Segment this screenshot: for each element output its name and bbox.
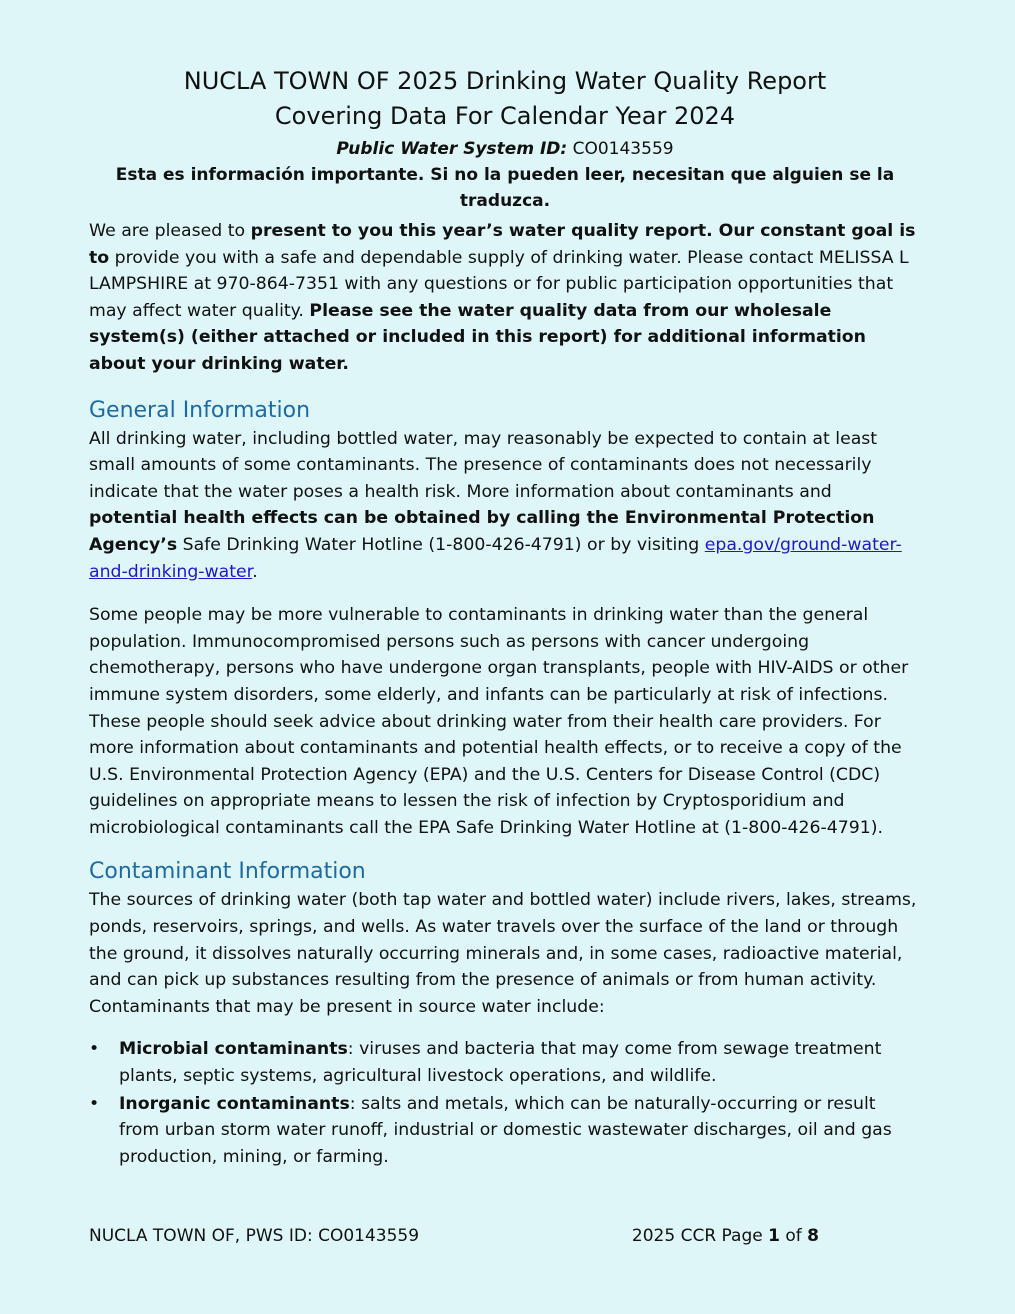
intro-bold-1: present to you this year’s water quality report. Our constant goal is to	[89, 221, 916, 268]
contaminant-list	[89, 1036, 921, 1170]
general-p1-bold: potential health effects can be obtained by calling the Environmental Protection Agency’s	[89, 508, 875, 555]
general-paragraph-2: Some people may be more vulnerable to contaminants in drinking water than the general population. Immunocompromised persons such as persons with cancer undergoing chemotherapy, persons who have undergone organ transplants, people with HIV-AIDS or other immune system disorders, some elderly, and infants can be particularly at risk of infections. These people should seek advice about drinking water from their health care providers. For more information about contaminants and potential health effects, or to receive a copy of the U.S. Environmental Protection Agency (EPA) and the U.S. Centers for Disease Control (CDC) guidelines on appropriate means to lessen the risk of infection by Cryptosporidium and microbiological contaminants call the EPA Safe Drinking Water Hotline at (1-800-426-4791).	[89, 605, 909, 838]
title-line-2: Covering Data For Calendar Year 2024	[274, 102, 736, 130]
list-item	[89, 1091, 921, 1171]
list-item	[89, 1036, 921, 1089]
bullet-marker: •	[89, 1039, 100, 1060]
contaminant-information-heading: Contaminant Information	[89, 859, 366, 885]
footer-page-of: of	[779, 1226, 808, 1246]
bullet-text: : salts and metals, which can be naturally-occurring or result from urban storm water runoff, industrial or domestic wastewater discharges, oil and gas production, mining, or farming.	[119, 1093, 892, 1167]
report-title	[89, 64, 921, 134]
general-p1-text-2: Safe Drinking Water Hotline (1-800-426-4791) or by visiting	[177, 534, 705, 555]
bullet-text: : viruses and bacteria that may come from sewage treatment plants, septic systems, agricultural livestock operations, and wildlife.	[119, 1039, 882, 1087]
footer-system-id: NUCLA TOWN OF, PWS ID: CO0143559	[89, 1226, 420, 1246]
contaminant-paragraph: The sources of drinking water (both tap water and bottled water) include rivers, lakes, streams, ponds, reservoirs, springs, and wells. As water travels over the surface of the land or through the ground, it dissolves naturally occurring minerals and, in some cases, radioactive material, and can pick up substances resulting from the presence of animals or from human activity. Contaminants that may be present in source water include:	[89, 890, 917, 1017]
general-paragraph-1	[89, 426, 921, 586]
document-page	[89, 64, 921, 1171]
pws-id-line	[89, 136, 921, 162]
spanish-notice: Esta es información importante. Si no la pueden leer, necesitan que alguien se la traduzca.	[115, 165, 895, 211]
general-information-heading: General Information	[89, 397, 311, 423]
footer-page-prefix: 2025 CCR Page	[631, 1226, 769, 1246]
title-line-1: NUCLA TOWN OF 2025 Drinking Water Quality Report	[183, 67, 827, 95]
footer-page-number	[632, 1224, 819, 1248]
intro-text-2: provide you with a safe and dependable supply of drinking water. Please contact MELISSA L LAMPSHIRE at 970-864-7351 with any questions or for public participation opportunities that may affect water quality.	[89, 247, 909, 321]
general-p1-end: .	[252, 561, 258, 582]
epa-link[interactable]: epa.gov/ground-water-and-drinking-water	[89, 534, 902, 582]
intro-text-1: We are pleased to	[89, 221, 251, 241]
bullet-term: Inorganic contaminants	[119, 1093, 350, 1114]
pws-id-label: Public Water System ID:	[336, 139, 568, 159]
pws-id-value: CO0143559	[572, 139, 674, 159]
general-p1-text-1: All drinking water, including bottled water, may reasonably be expected to contain at least small amounts of some contaminants. The presence of contaminants does not necessarily indicate that the water poses a health risk. More information about contaminants and	[89, 428, 878, 502]
intro-bold-2: Please see the water quality data from our wholesale system(s) (either attached or included in this report) for additional information about your drinking water.	[89, 300, 866, 374]
footer-page-total: 8	[807, 1226, 819, 1246]
footer-page-current: 1	[768, 1226, 780, 1246]
intro-paragraph	[89, 218, 921, 378]
bullet-term: Microbial contaminants	[119, 1039, 348, 1060]
bullet-marker: •	[89, 1093, 100, 1114]
